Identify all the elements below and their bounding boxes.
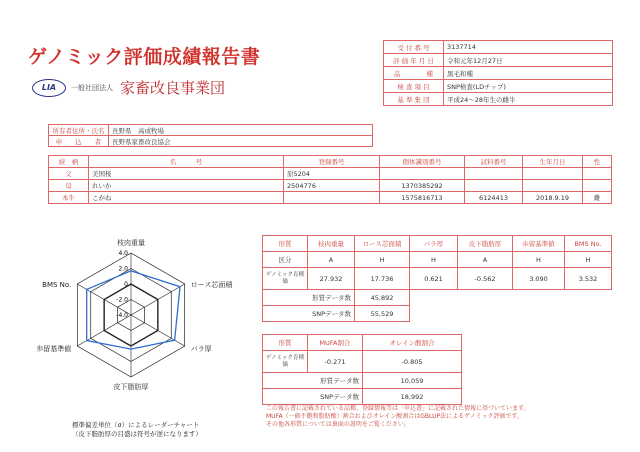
fatty-header: 形質 — [263, 335, 308, 351]
genomic-header: BMS No. — [565, 236, 612, 252]
pedigree-row-self — [49, 192, 612, 204]
fatty-value: -0.805 — [363, 351, 462, 373]
reliability-label: 形質データ数 — [263, 373, 363, 389]
fatty-header-row — [263, 335, 462, 351]
reliability-value: 10,059 — [363, 373, 462, 389]
radar-grid — [77, 253, 184, 377]
radar-tick-label: 0 — [124, 281, 128, 288]
value-cell: -0.562 — [458, 268, 513, 290]
sample-cell: 6124413 — [465, 192, 523, 204]
owner-row — [49, 125, 373, 136]
fatty-header: MUFA割合 — [308, 335, 363, 351]
pedigree-row-sire — [49, 168, 612, 180]
pedigree-row-dam — [49, 180, 612, 192]
receipt-row — [384, 54, 613, 67]
class-label: 区分 — [263, 252, 308, 268]
reliability-value: 55,529 — [355, 306, 410, 322]
registration-cell — [284, 192, 380, 204]
radar-axis-label: 枝肉重量 — [117, 239, 145, 247]
receipt-label: 評 価 年 月 日 — [384, 54, 444, 67]
class-cell: H — [410, 252, 458, 268]
value-cell: 27.932 — [308, 268, 355, 290]
class-cell: H — [355, 252, 410, 268]
id-cell — [380, 168, 465, 180]
sample-cell — [465, 168, 523, 180]
receipt-label: 受 付 番 号 — [384, 41, 444, 54]
pedigree-header: 個体識別番号 — [380, 156, 465, 168]
genomic-header: 形質 — [263, 236, 308, 252]
pedigree-header: 生年月日 — [523, 156, 583, 168]
pedigree-header: 登録番号 — [284, 156, 380, 168]
receipt-row — [384, 41, 613, 54]
birthdate-cell — [523, 180, 583, 192]
blank-cell — [410, 306, 612, 322]
fatty-header: オレイン酸割合 — [363, 335, 462, 351]
test-item: SNP検査(LDチップ) — [444, 80, 613, 93]
radar-caption — [72, 420, 202, 438]
pedigree-header-row — [49, 156, 612, 168]
radar-tick-label: -4.0 — [116, 312, 128, 319]
birthdate-cell: 2018.9.19 — [523, 192, 583, 204]
class-cell: A — [458, 252, 513, 268]
relation-cell: 母 — [49, 180, 89, 192]
radar-axis-labels — [36, 238, 233, 391]
owner-value: 長野県 高成牧場 — [109, 125, 373, 136]
blank-cell — [410, 290, 612, 306]
receipt-table — [383, 40, 613, 106]
association-prefix: 一般社団法人 — [71, 84, 113, 92]
genomic-header: 歩留基準値 — [513, 236, 565, 252]
class-cell: H — [513, 252, 565, 268]
radar-axis-label: 皮下脂肪厚 — [113, 383, 149, 391]
applicant-label: 申 込 者 — [49, 136, 109, 147]
id-cell: 1575816713 — [380, 192, 465, 204]
association-logo: LIA — [32, 79, 66, 97]
genomic-header: 皮下脂肪厚 — [458, 236, 513, 252]
reference-population: 平成24～28年生の雌牛 — [444, 93, 613, 106]
radar-axis-label: ロース芯面積 — [190, 281, 233, 289]
fatty-acid-table — [262, 334, 462, 405]
evaluation-date: 令和元年12月27日 — [444, 54, 613, 67]
footnote: その他各形質については裏面の説明をご覧ください。 — [266, 421, 410, 428]
fatty-value: -0.271 — [308, 351, 363, 373]
radar-axis-label: 歩留基準値 — [36, 345, 72, 353]
receipt-row — [384, 67, 613, 80]
reliability-value: 18,992 — [363, 389, 462, 405]
pedigree-header: 続 柄 — [49, 156, 89, 168]
pedigree-table — [48, 155, 612, 204]
sex-cell: 雌 — [583, 192, 612, 204]
owner-table — [48, 124, 373, 147]
reliability-row — [263, 389, 462, 405]
sex-cell — [583, 180, 612, 192]
radar-caption-line: （皮下脂肪厚の目盛は符号が逆になります） — [72, 430, 202, 438]
class-cell: A — [308, 252, 355, 268]
genomic-header: 枝肉重量 — [308, 236, 355, 252]
genomic-table — [262, 235, 612, 322]
receipt-label: 検 査 項 目 — [384, 80, 444, 93]
reliability-row — [263, 290, 612, 306]
owner-label: 所有者住所・氏名 — [49, 125, 109, 136]
value-label: ゲノミック育種価 — [263, 351, 308, 373]
receipt-row — [384, 93, 613, 106]
reliability-row — [263, 306, 612, 322]
radar-series-polygon — [87, 271, 180, 349]
fatty-value-row — [263, 351, 462, 373]
radar-axis-label: BMS No. — [42, 281, 72, 289]
name-cell: れいか — [89, 180, 284, 192]
pedigree-header: 試料番号 — [465, 156, 523, 168]
value-cell: 17.736 — [355, 268, 410, 290]
pedigree-header: 性 — [583, 156, 612, 168]
relation-cell: 本牛 — [49, 192, 89, 204]
reliability-label: 形質データ数 — [263, 290, 355, 306]
breed: 黒毛和種 — [444, 67, 613, 80]
relation-cell: 父 — [49, 168, 89, 180]
genomic-header: ロース芯面積 — [355, 236, 410, 252]
registration-cell: 原5204 — [284, 168, 380, 180]
pedigree-header: 名 号 — [89, 156, 284, 168]
radar-tick-label: 4.0 — [118, 250, 128, 257]
genomic-header: バラ厚 — [410, 236, 458, 252]
name-cell: こがね — [89, 192, 284, 204]
receipt-label: 品 種 — [384, 67, 444, 80]
sex-cell — [583, 168, 612, 180]
footnote: MUFA（一価不飽和脂肪酸）割合およびオレイン酸割合はGBLUP法によるゲノミック評価です。 — [266, 413, 524, 420]
footnote: この報告書に記載されている品種、登録情報等は「申込書」に記載された情報に基づいています。 — [266, 405, 530, 412]
value-cell: 3.090 — [513, 268, 565, 290]
radar-tick-label: -2.0 — [116, 296, 128, 304]
value-cell: 0.621 — [410, 268, 458, 290]
birthdate-cell — [523, 168, 583, 180]
applicant-row — [49, 136, 373, 147]
genomic-class-row — [263, 252, 612, 268]
value-label: ゲノミック育種価 — [263, 268, 308, 290]
receipt-number: 3137714 — [444, 41, 613, 54]
genomic-value-row — [263, 268, 612, 290]
id-cell: 1370385292 — [380, 180, 465, 192]
value-cell: 3.532 — [565, 268, 612, 290]
receipt-label: 基 準 集 団 — [384, 93, 444, 106]
applicant-value: 長野県家畜改良協会 — [109, 136, 373, 147]
radar-tick-label: 2.0 — [118, 265, 128, 273]
footnotes — [266, 405, 530, 429]
radar-caption-line: 標準偏差単位（σ）によるレーダーチャート — [72, 421, 200, 429]
receipt-row — [384, 80, 613, 93]
registration-cell: 2504776 — [284, 180, 380, 192]
reliability-label: SNPデータ数 — [263, 389, 363, 405]
radar-axis-label: バラ厚 — [190, 345, 212, 353]
reliability-row — [263, 373, 462, 389]
genomic-header-row — [263, 236, 612, 252]
name-cell: 美国桜 — [89, 168, 284, 180]
reliability-label: SNPデータ数 — [263, 306, 355, 322]
class-cell: H — [565, 252, 612, 268]
association-name: 家畜改良事業団 — [120, 79, 226, 97]
sample-cell — [465, 180, 523, 192]
reliability-value: 45,892 — [355, 290, 410, 306]
report-title: ゲノミック評価成績報告書 — [28, 46, 261, 68]
